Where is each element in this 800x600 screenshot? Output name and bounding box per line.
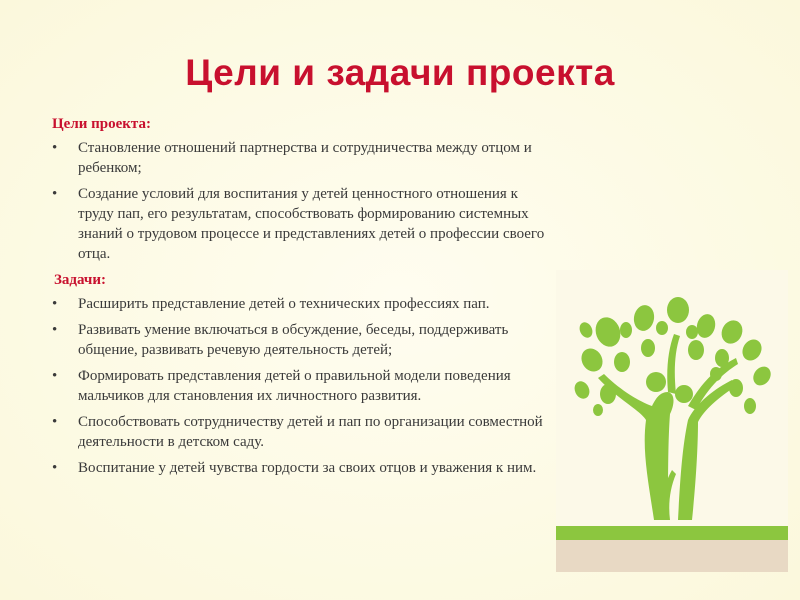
list-item-text: Становление отношений партнерства и сотрудничества между отцом и ребенком; xyxy=(78,140,532,176)
page-title: Цели и задачи проекта xyxy=(185,52,615,93)
tree-people-icon xyxy=(556,270,788,572)
bullet-icon: • xyxy=(52,186,58,202)
goals-list xyxy=(52,138,552,264)
goals-heading: Цели проекта: xyxy=(52,116,151,132)
list-item xyxy=(52,294,552,314)
list-item-text: Развивать умение включаться в обсуждение, беседы, поддерживать общение, развивать речевую деятельность детей; xyxy=(78,322,509,358)
list-item xyxy=(52,320,552,360)
bullet-icon: • xyxy=(52,296,58,312)
tasks-list xyxy=(52,294,552,478)
list-item xyxy=(52,412,552,452)
list-item xyxy=(52,184,552,264)
bullet-icon: • xyxy=(52,322,58,338)
list-item xyxy=(52,458,552,478)
content-area xyxy=(52,110,552,484)
bullet-icon: • xyxy=(52,368,58,384)
list-item-text: Формировать представления детей о правильной модели поведения мальчиков для становления их личностного развития. xyxy=(78,368,511,404)
list-item xyxy=(52,366,552,406)
bullet-icon: • xyxy=(52,140,58,156)
list-item-text: Воспитание у детей чувства гордости за своих отцов и уважения к ним. xyxy=(78,460,537,476)
list-item xyxy=(52,138,552,178)
list-item-text: Расширить представление детей о технических профессиях пап. xyxy=(78,296,490,312)
list-item-text: Создание условий для воспитания у детей ценностного отношения к труду пап, его результатам, способствовать формированию системных знаний о трудовом процессе и представлениях детей о профессии своего отца. xyxy=(78,186,545,262)
tasks-heading: Задачи: xyxy=(54,272,107,288)
list-item-text: Способствовать сотрудничеству детей и пап по организации совместной деятельности в детском саду. xyxy=(78,414,543,450)
bullet-icon: • xyxy=(52,460,58,476)
bullet-icon: • xyxy=(52,414,58,430)
